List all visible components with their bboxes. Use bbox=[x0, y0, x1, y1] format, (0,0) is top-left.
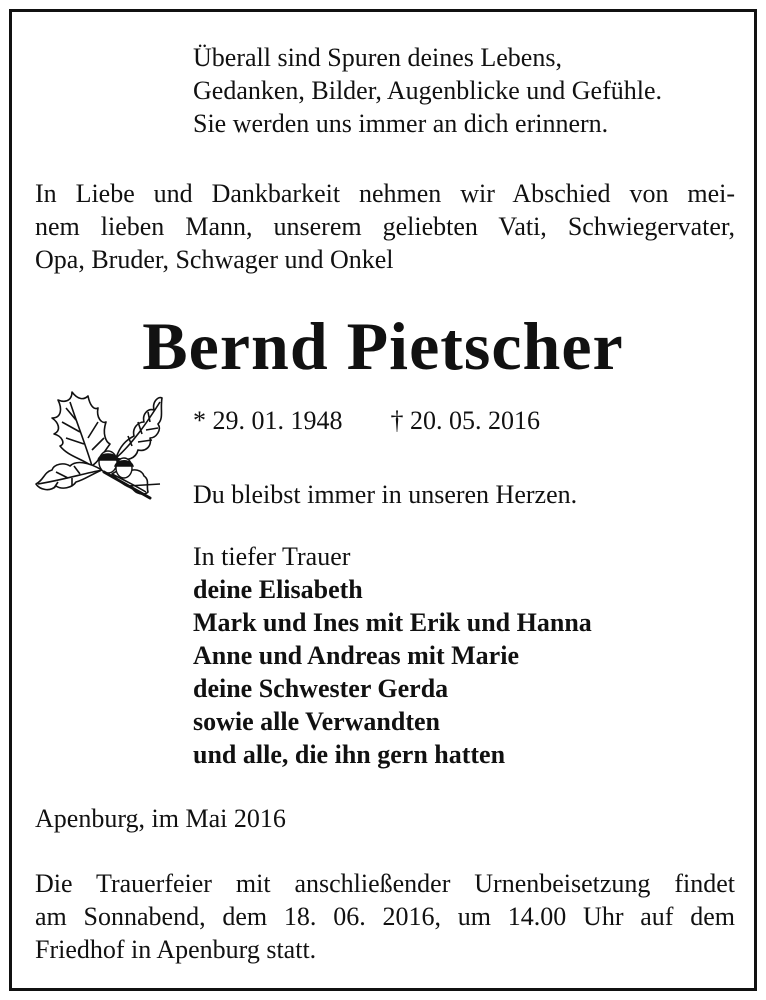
oak-leaf-icon bbox=[32, 388, 164, 500]
mourner-line: deine Elisabeth bbox=[193, 575, 363, 604]
motto: Du bleibst immer in unseren Herzen. bbox=[193, 480, 578, 509]
funeral-line: Die Trauerfeier mit anschließender Urnenbeisetzung findet bbox=[35, 869, 735, 898]
obituary-frame bbox=[9, 9, 757, 991]
mourner-line: Mark und Ines mit Erik und Hanna bbox=[193, 608, 592, 637]
intro-line: Opa, Bruder, Schwager und Onkel bbox=[35, 245, 394, 274]
mourner-line: deine Schwester Gerda bbox=[193, 674, 449, 703]
intro-line: In Liebe und Dankbarkeit nehmen wir Abschied von mei- bbox=[35, 179, 735, 208]
poem-line: Überall sind Spuren deines Lebens, bbox=[193, 43, 562, 72]
farewell-intro bbox=[35, 177, 735, 276]
poem bbox=[193, 41, 662, 140]
funeral-line: am Sonnabend, dem 18. 06. 2016, um 14.00 Uhr auf dem bbox=[35, 902, 735, 931]
mourners-intro: In tiefer Trauer bbox=[193, 542, 351, 571]
funeral-notice bbox=[35, 867, 735, 966]
intro-line: nem lieben Mann, unserem geliebten Vati, Schwiegervater, bbox=[35, 212, 735, 241]
mourner-line: und alle, die ihn gern hatten bbox=[193, 740, 506, 769]
mourners-block bbox=[193, 540, 592, 771]
mourner-line: sowie alle Verwandten bbox=[193, 707, 440, 736]
mourner-line: Anne und Andreas mit Marie bbox=[193, 641, 519, 670]
death-date: † 20. 05. 2016 bbox=[390, 406, 540, 435]
birth-date: * 29. 01. 1948 bbox=[193, 406, 343, 435]
place-date: Apenburg, im Mai 2016 bbox=[35, 804, 286, 833]
poem-line: Sie werden uns immer an dich erinnern. bbox=[193, 109, 609, 138]
funeral-line: Friedhof in Apenburg statt. bbox=[35, 935, 317, 964]
deceased-name: Bernd Pietscher bbox=[142, 308, 624, 384]
poem-line: Gedanken, Bilder, Augenblicke und Gefühle. bbox=[193, 76, 662, 105]
life-dates bbox=[193, 404, 540, 437]
